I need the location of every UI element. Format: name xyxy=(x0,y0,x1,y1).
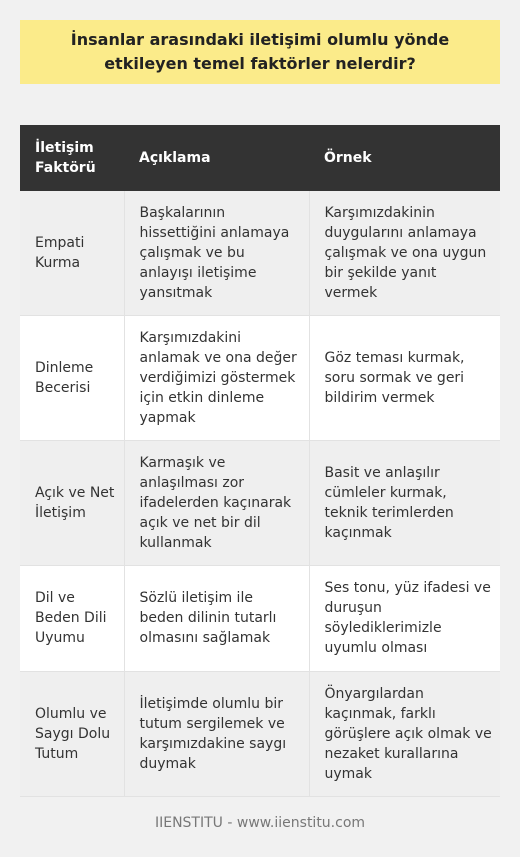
cell-factor: Olumlu ve Saygı Dolu Tutum xyxy=(20,671,124,796)
table-header-row xyxy=(20,125,500,191)
cell-description: Karşımızdakini anlamak ve ona değer verdiğimizi göstermek için etkin dinleme yapmak xyxy=(124,315,309,440)
footer-text: IIENSTITU - www.iienstitu.com xyxy=(154,815,366,831)
factors-table xyxy=(20,125,500,797)
table-row xyxy=(20,440,500,565)
cell-factor: Empati Kurma xyxy=(20,191,124,315)
cell-factor: Dil ve Beden Dili Uyumu xyxy=(20,565,124,671)
cell-description: İletişimde olumlu bir tutum sergilemek ve karşımızdakine saygı duymak xyxy=(124,671,309,796)
header-description: Açıklama xyxy=(124,125,309,191)
cell-factor: Açık ve Net İletişim xyxy=(20,440,124,565)
cell-example: Ses tonu, yüz ifadesi ve duruşun söylediklerimizle uyumlu olması xyxy=(309,565,500,671)
table-row xyxy=(20,315,500,440)
cell-example: Basit ve anlaşılır cümleler kurmak, teknik terimlerden kaçınmak xyxy=(309,440,500,565)
cell-description: Sözlü iletişim ile beden dilinin tutarlı olmasını sağlamak xyxy=(124,565,309,671)
header-factor: İletişim Faktörü xyxy=(20,125,124,191)
cell-factor: Dinleme Becerisi xyxy=(20,315,124,440)
cell-description: Karmaşık ve anlaşılması zor ifadelerden kaçınarak açık ve net bir dil kullanmak xyxy=(124,440,309,565)
cell-example: Karşımızdakinin duygularını anlamaya çalışmak ve ona uygun bir şekilde yanıt vermek xyxy=(309,191,500,315)
page-title-text: İnsanlar arasındaki iletişimi olumlu yönde etkileyen temel faktörler nelerdir? xyxy=(70,30,450,73)
cell-example: Göz teması kurmak, soru sormak ve geri bildirim vermek xyxy=(309,315,500,440)
header-example: Örnek xyxy=(309,125,500,191)
table-row xyxy=(20,191,500,315)
page-title xyxy=(20,20,500,84)
table-row xyxy=(20,565,500,671)
table-row xyxy=(20,671,500,796)
cell-example: Önyargılardan kaçınmak, farklı görüşlere açık olmak ve nezaket kurallarına uymak xyxy=(309,671,500,796)
cell-description: Başkalarının hissettiğini anlamaya çalışmak ve bu anlayışı iletişime yansıtmak xyxy=(124,191,309,315)
